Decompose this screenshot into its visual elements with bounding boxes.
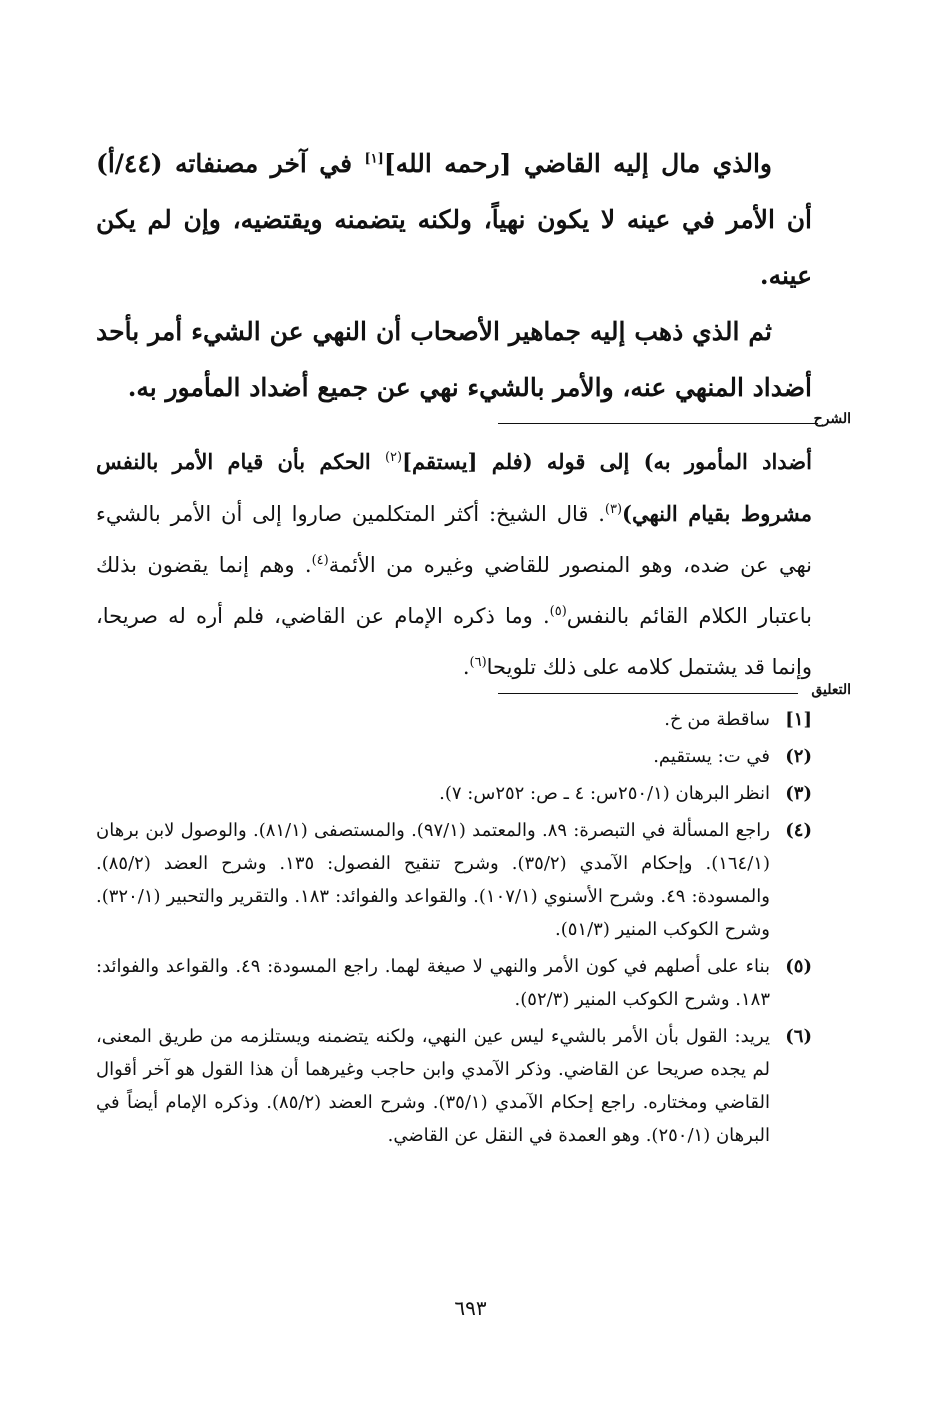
- sharh-lead: أضداد المأمور به) إلى قوله (فلم [يستقم]: [402, 449, 812, 474]
- footnote-text: راجع المسألة في التبصرة: ٨٩. والمعتمد (٩٧/١). والمستصفى (٨١/١). والوصول لابن برهان (١٦٤/١). وإحكام الآمدي (٣٥/٢). وشرح تنقيح الفصول: ١٣٥. وشرح العضد (٨٥/٢). والمسودة: ٤٩. وشرح الأسنوي (١٠٧/١). والقواعد والفوائد: ١٨٣. والتقرير والتحبير (٣٢٠/١). وشرح الكوكب المنير (٥١/٣).: [96, 820, 770, 940]
- footnote-text: بناء على أصلهم في كون الأمر والنهي لا صيغة لهما. راجع المسودة: ٤٩. والقواعد والفوائد: ١٨٣. وشرح الكوكب المنير (٥٢/٣).: [96, 956, 770, 1010]
- footnote-ref-2: (٢): [384, 450, 403, 465]
- footnote-item: [96, 814, 812, 946]
- sharh-label: الشرح: [813, 411, 851, 427]
- footnote-number: (٢): [785, 746, 812, 767]
- footnote-item: [96, 740, 812, 773]
- sharh-divider: [498, 423, 818, 424]
- sharh-text-a: . قال الشيخ: أكثر المتكلمين صاروا إلى أن الأمر بالشيء نهي عن ضده، وهو المنصور للقاضي وغيره من الأئمة: [96, 502, 813, 577]
- sharh-lead-rest: الحكم بأن قيام الأمر بالنفس مشروط بقيام النهي): [96, 449, 812, 526]
- footnote-item: [96, 950, 812, 1016]
- footnote-ref-1: [١]: [364, 151, 384, 167]
- page-number: ٦٩٣: [454, 1296, 487, 1320]
- footnote-text: يريد: القول بأن الأمر بالشيء ليس عين النهي، ولكنه يتضمنه ويستلزمه من طريق المعنى، لم يجده صريحا عن القاضي. وذكر الآمدي وابن حاجب وغيرهما أن هذا القول هو آخر أقوال القاضي ومختاره. راجع إحكام الآمدي (٣٥/١). وشرح العضد (٨٥/٢). وذكره الإمام أيضاً في البرهان (٢٥٠/١). وهو العمدة في النقل عن القاضي.: [96, 1026, 771, 1146]
- main-text-block: [96, 136, 812, 416]
- footnote-number: (٥): [785, 956, 812, 977]
- main-paragraph-1-end: في آخر مصنفاته (٤٤/أ) أن الأمر في عينه لا يكون نهياً، ولكنه يتضمنه ويقتضيه، وإن لم يكن عينه.: [96, 149, 812, 290]
- sharh-text-c: . وما ذكره الإمام عن القاضي، فلم أره له صريحا، وإنما قد يشتمل كلامه على ذلك تلويحا: [96, 604, 812, 679]
- footnote-number: (٤): [785, 820, 812, 841]
- footnote-ref-3: (٣): [604, 502, 623, 517]
- main-paragraph-1-start: والذي مال إليه القاضي [رحمه الله]: [383, 149, 773, 178]
- taaliq-divider: [498, 693, 798, 694]
- footnote-item: [96, 777, 812, 810]
- footnote-item: [96, 703, 812, 736]
- sharh-text-b: . وهم إنما يقضون بذلك باعتبار الكلام القائم بالنفس: [96, 553, 813, 628]
- footnote-text: انظر البرهان (٢٥٠/١س: ٤ ـ ص: ٢٥٢س: ٧).: [439, 783, 770, 804]
- footnote-item: [96, 1020, 812, 1152]
- main-paragraph-1: [96, 136, 812, 304]
- sharh-paragraph: [96, 436, 812, 693]
- sharh-block: [96, 436, 812, 693]
- footnotes-list: [96, 703, 812, 1156]
- footnote-number: [١]: [785, 709, 812, 730]
- sharh-text-d: .: [462, 655, 470, 679]
- main-paragraph-2: ثم الذي ذهب إليه جماهير الأصحاب أن النهي عن الشيء أمر بأحد أضداد المنهي عنه، والأمر بالشيء نهي عن جميع أضداد المأمور به.: [96, 317, 812, 402]
- footnote-ref-4: (٤): [311, 553, 329, 568]
- footnote-ref-5: (٥): [549, 604, 567, 619]
- footnote-text: في ت: يستقيم.: [653, 746, 770, 767]
- footnote-ref-6: (٦): [469, 655, 487, 670]
- footnote-number: (٣): [785, 783, 812, 804]
- footnote-number: (٦): [785, 1026, 812, 1047]
- footnote-text: ساقطة من خ.: [664, 709, 770, 730]
- taaliq-label: التعليق: [811, 682, 851, 698]
